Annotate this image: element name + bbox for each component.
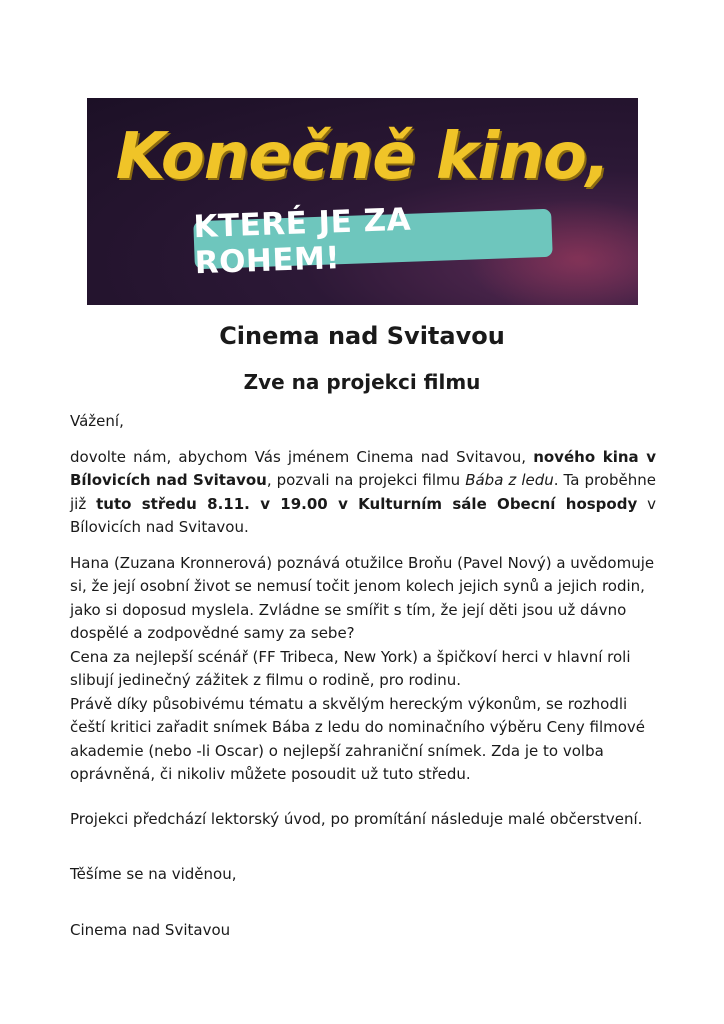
intro-cinema-bold: nového kina v Bílovicích nad Svitavou [70,447,657,489]
intro-paragraph [70,446,656,540]
page-subtitle: Zve na projekci filmu [243,370,481,394]
synopsis-paragraph-2: Cena za nejlepší scénář (FF Tribeca, New York) a špičkoví herci v hlavní roli slibují jedinečný zážitek z filmu o rodině, pro rodinu. [70,647,631,689]
signature: Cinema nad Svitavou [70,920,231,939]
intro-text-4: v Bílovicích nad Svitavou. [70,494,656,536]
film-title: Bába z ledu [465,471,554,489]
letter-body [70,410,656,942]
banner-title: Konečně kino, [115,120,610,194]
closing: Těšíme se na viděnou, [70,865,237,883]
intro-text-3: . Ta proběhne již [70,471,656,513]
intro-text-1: dovolte nám, abychom Vás jménem Cinema nad Svitavou, [70,447,534,466]
page-title: Cinema nad Svitavou [219,322,505,350]
banner-image [87,98,638,305]
intro-text-2: , pozvali na projekci filmu [266,471,466,489]
greeting: Vážení, [70,412,124,430]
banner-subtitle: KTERÉ JE ZA ROHEM! [192,201,412,282]
synopsis-paragraph-3: Právě díky působivému tématu a skvělým hereckým výkonům, se rozhodli čeští kritici zařadit snímek Bába z ledu do nominačního výběru Ceny filmové akademie (nebo -li Oscar) o nejlepší zahraniční snímek. Zda je to volba oprávněná, či nikoliv můžete posoudit už tuto středu. [70,694,646,783]
banner-pill [192,201,552,282]
note-paragraph: Projekci předchází lektorský úvod, po promítání následuje malé občerstvení. [70,809,643,828]
event-datetime-bold: tuto středu 8.11. v 19.00 v Kulturním sále Obecní hospody [96,494,638,513]
synopsis-paragraph-1: Hana (Zuzana Kronnerová) poznává otužilce Broňu (Pavel Nový) a uvědomuje si, že její osobní život se nemusí točit jenom kolech jejich synů a jejich rodin, jako si doposud myslela. Zvládne se smířit s tím, že její děti jsou už dávno dospělé a zodpovědné samy za sebe? [70,553,655,642]
